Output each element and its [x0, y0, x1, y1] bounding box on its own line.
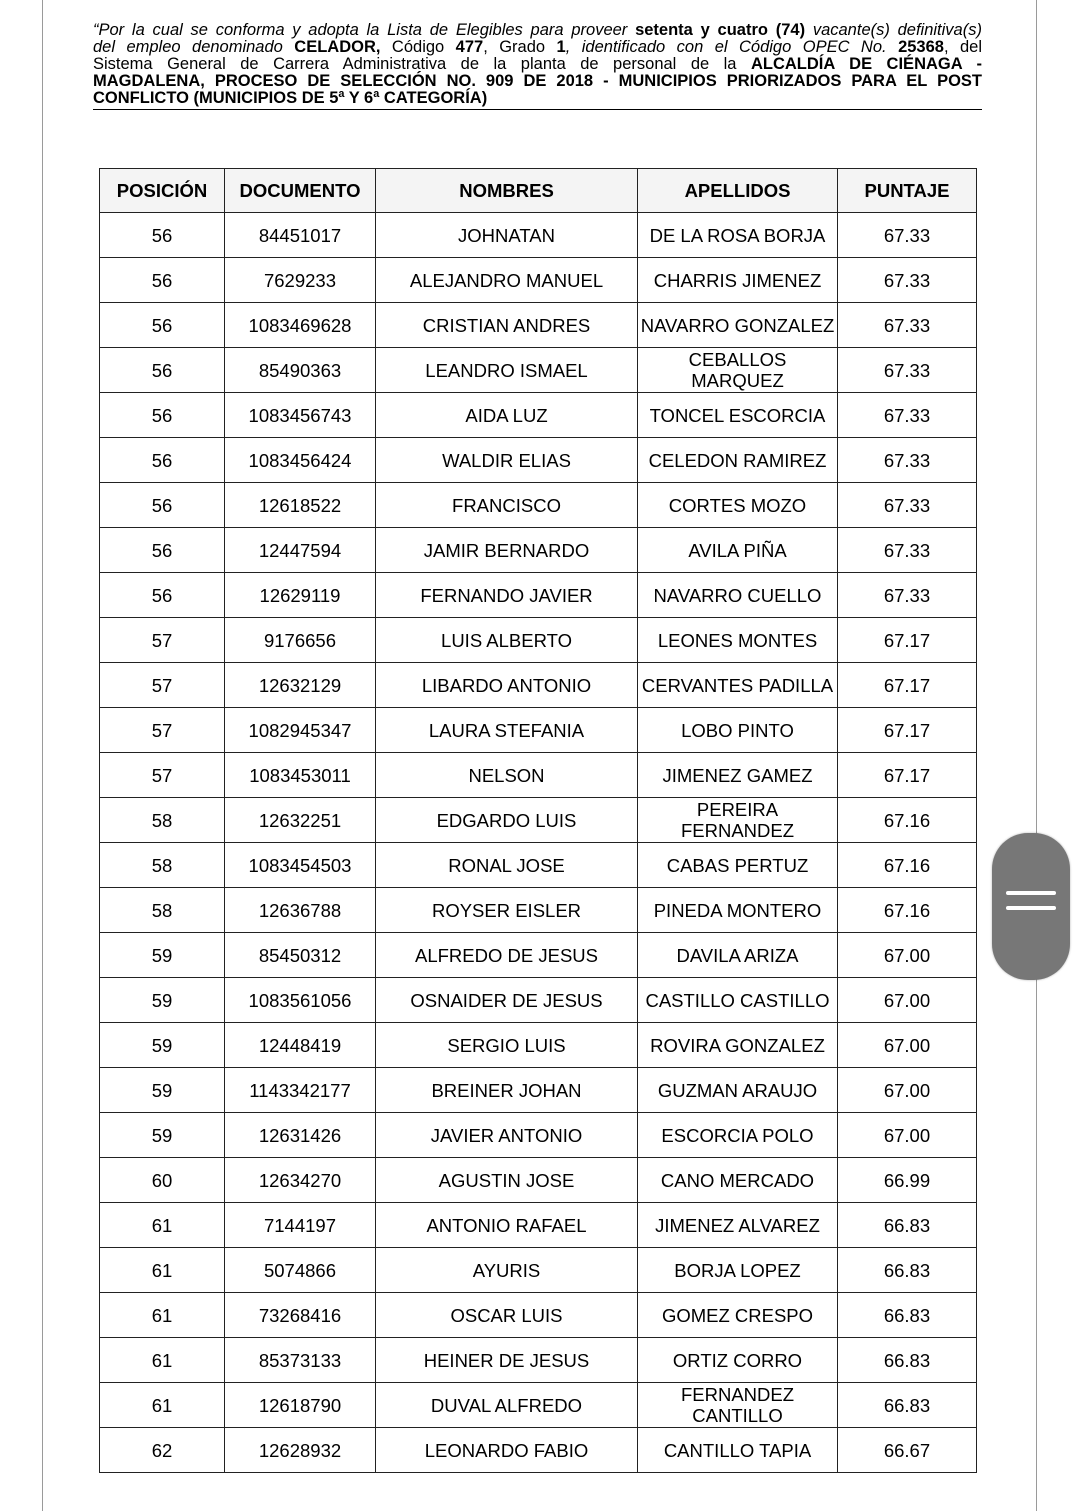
- cell-posicion: 59: [100, 1113, 225, 1158]
- cell-apellidos: PEREIRA FERNANDEZ: [638, 798, 838, 843]
- cell-documento: 1082945347: [225, 708, 376, 753]
- table-row: [100, 1113, 977, 1158]
- table-row: [100, 1428, 977, 1473]
- header-line-2: del empleo denominado CELADOR, Código 477, Grado 1, identificado con el Código OPEC No. 25368, del: [93, 38, 982, 56]
- cell-nombres: FRANCISCO: [376, 483, 638, 528]
- cell-nombres: JOHNATAN: [376, 213, 638, 258]
- cell-documento: 12629119: [225, 573, 376, 618]
- cell-puntaje: 67.00: [838, 1068, 977, 1113]
- table-row: [100, 708, 977, 753]
- cell-apellidos: GUZMAN ARAUJO: [638, 1068, 838, 1113]
- cell-documento: 7629233: [225, 258, 376, 303]
- cell-apellidos: LEONES MONTES: [638, 618, 838, 663]
- cell-documento: 85490363: [225, 348, 376, 393]
- cell-posicion: 58: [100, 888, 225, 933]
- resolution-header: [93, 22, 982, 110]
- cell-posicion: 56: [100, 393, 225, 438]
- cell-documento: 1083456743: [225, 393, 376, 438]
- table-row: [100, 1338, 977, 1383]
- cell-puntaje: 67.33: [838, 393, 977, 438]
- table-row: [100, 1248, 977, 1293]
- cell-puntaje: 66.83: [838, 1248, 977, 1293]
- cell-puntaje: 67.00: [838, 1023, 977, 1068]
- cell-apellidos: ESCORCIA POLO: [638, 1113, 838, 1158]
- cell-apellidos: CABAS PERTUZ: [638, 843, 838, 888]
- cell-apellidos: CANTILLO TAPIA: [638, 1428, 838, 1473]
- cell-posicion: 60: [100, 1158, 225, 1203]
- cell-nombres: HEINER DE JESUS: [376, 1338, 638, 1383]
- cell-apellidos: CASTILLO CASTILLO: [638, 978, 838, 1023]
- table-row: [100, 528, 977, 573]
- cell-nombres: ALFREDO DE JESUS: [376, 933, 638, 978]
- header-line-1: “Por la cual se conforma y adopta la Lista de Elegibles para proveer setenta y cuatro (74) vacante(s) definitiva(s): [93, 21, 982, 39]
- cell-nombres: EDGARDO LUIS: [376, 798, 638, 843]
- cell-documento: 12634270: [225, 1158, 376, 1203]
- cell-puntaje: 67.17: [838, 618, 977, 663]
- cell-nombres: AGUSTIN JOSE: [376, 1158, 638, 1203]
- cell-nombres: DUVAL ALFREDO: [376, 1383, 638, 1428]
- cell-posicion: 56: [100, 438, 225, 483]
- cell-nombres: FERNANDO JAVIER: [376, 573, 638, 618]
- cell-documento: 1083469628: [225, 303, 376, 348]
- cell-puntaje: 67.17: [838, 708, 977, 753]
- cell-posicion: 58: [100, 843, 225, 888]
- eligibles-table: [99, 168, 977, 1473]
- cell-apellidos: GOMEZ CRESPO: [638, 1293, 838, 1338]
- table-row: [100, 1293, 977, 1338]
- cell-documento: 1083453011: [225, 753, 376, 798]
- cell-documento: 12448419: [225, 1023, 376, 1068]
- cell-documento: 1143342177: [225, 1068, 376, 1113]
- cell-puntaje: 66.83: [838, 1203, 977, 1248]
- cell-posicion: 62: [100, 1428, 225, 1473]
- cell-documento: 1083454503: [225, 843, 376, 888]
- cell-puntaje: 66.99: [838, 1158, 977, 1203]
- table-header-row: [100, 169, 977, 213]
- cell-apellidos: DE LA ROSA BORJA: [638, 213, 838, 258]
- cell-posicion: 58: [100, 798, 225, 843]
- cell-apellidos: PINEDA MONTERO: [638, 888, 838, 933]
- cell-nombres: CRISTIAN ANDRES: [376, 303, 638, 348]
- cell-posicion: 59: [100, 1068, 225, 1113]
- cell-documento: 73268416: [225, 1293, 376, 1338]
- table-row: [100, 348, 977, 393]
- table-row: [100, 753, 977, 798]
- table-body: [100, 213, 977, 1473]
- cell-apellidos: FERNANDEZ CANTILLO: [638, 1383, 838, 1428]
- cell-apellidos: CERVANTES PADILLA: [638, 663, 838, 708]
- cell-posicion: 61: [100, 1383, 225, 1428]
- cell-nombres: WALDIR ELIAS: [376, 438, 638, 483]
- cell-posicion: 56: [100, 348, 225, 393]
- cell-puntaje: 67.33: [838, 483, 977, 528]
- cell-posicion: 61: [100, 1338, 225, 1383]
- cell-posicion: 56: [100, 528, 225, 573]
- col-header-nombres: NOMBRES: [376, 169, 638, 213]
- page-border-right: [1036, 0, 1037, 1511]
- cell-posicion: 61: [100, 1203, 225, 1248]
- cell-nombres: ROYSER EISLER: [376, 888, 638, 933]
- cell-nombres: JAMIR BERNARDO: [376, 528, 638, 573]
- cell-nombres: LEONARDO FABIO: [376, 1428, 638, 1473]
- cell-posicion: 61: [100, 1248, 225, 1293]
- cell-nombres: LUIS ALBERTO: [376, 618, 638, 663]
- table-row: [100, 393, 977, 438]
- cell-apellidos: JIMENEZ ALVAREZ: [638, 1203, 838, 1248]
- cell-apellidos: CELEDON RAMIREZ: [638, 438, 838, 483]
- table-row: [100, 1023, 977, 1068]
- cell-nombres: ALEJANDRO MANUEL: [376, 258, 638, 303]
- header-line-3: Sistema General de Carrera Administrativa de la planta de personal de la ALCALDÍA DE CIÉNAGA -: [93, 55, 983, 73]
- cell-puntaje: 67.16: [838, 798, 977, 843]
- cell-puntaje: 66.83: [838, 1383, 977, 1428]
- cell-documento: 12628932: [225, 1428, 376, 1473]
- cell-apellidos: NAVARRO GONZALEZ: [638, 303, 838, 348]
- cell-posicion: 57: [100, 663, 225, 708]
- cell-nombres: LAURA STEFANIA: [376, 708, 638, 753]
- cell-puntaje: 67.00: [838, 978, 977, 1023]
- table-row: [100, 978, 977, 1023]
- cell-documento: 7144197: [225, 1203, 376, 1248]
- table-row: [100, 573, 977, 618]
- cell-puntaje: 67.00: [838, 933, 977, 978]
- cell-documento: 1083561056: [225, 978, 376, 1023]
- table-row: [100, 213, 977, 258]
- cell-posicion: 56: [100, 258, 225, 303]
- header-line-5: CONFLICTO (MUNICIPIOS DE 5ª Y 6ª CATEGORÍA): [93, 89, 488, 107]
- table-row: [100, 258, 977, 303]
- cell-puntaje: 67.33: [838, 258, 977, 303]
- cell-posicion: 56: [100, 573, 225, 618]
- cell-nombres: LIBARDO ANTONIO: [376, 663, 638, 708]
- cell-posicion: 57: [100, 708, 225, 753]
- cell-puntaje: 66.83: [838, 1293, 977, 1338]
- col-header-documento: DOCUMENTO: [225, 169, 376, 213]
- cell-apellidos: ORTIZ CORRO: [638, 1338, 838, 1383]
- cell-documento: 12636788: [225, 888, 376, 933]
- cell-posicion: 56: [100, 483, 225, 528]
- cell-nombres: SERGIO LUIS: [376, 1023, 638, 1068]
- cell-apellidos: DAVILA ARIZA: [638, 933, 838, 978]
- cell-documento: 12447594: [225, 528, 376, 573]
- table-row: [100, 843, 977, 888]
- table-row: [100, 618, 977, 663]
- scroll-handle[interactable]: [992, 833, 1070, 980]
- cell-apellidos: TONCEL ESCORCIA: [638, 393, 838, 438]
- table-row: [100, 1203, 977, 1248]
- table-row: [100, 933, 977, 978]
- cell-puntaje: 67.16: [838, 843, 977, 888]
- cell-puntaje: 67.33: [838, 528, 977, 573]
- cell-puntaje: 67.33: [838, 348, 977, 393]
- cell-posicion: 57: [100, 618, 225, 663]
- cell-documento: 84451017: [225, 213, 376, 258]
- cell-apellidos: ROVIRA GONZALEZ: [638, 1023, 838, 1068]
- cell-puntaje: 66.67: [838, 1428, 977, 1473]
- cell-puntaje: 67.17: [838, 753, 977, 798]
- cell-documento: 12632251: [225, 798, 376, 843]
- cell-apellidos: CHARRIS JIMENEZ: [638, 258, 838, 303]
- cell-posicion: 56: [100, 213, 225, 258]
- table-row: [100, 888, 977, 933]
- col-header-puntaje: PUNTAJE: [838, 169, 977, 213]
- cell-nombres: AYURIS: [376, 1248, 638, 1293]
- cell-documento: 12631426: [225, 1113, 376, 1158]
- table-row: [100, 1383, 977, 1428]
- cell-nombres: OSCAR LUIS: [376, 1293, 638, 1338]
- cell-puntaje: 67.33: [838, 303, 977, 348]
- cell-documento: 85450312: [225, 933, 376, 978]
- cell-nombres: OSNAIDER DE JESUS: [376, 978, 638, 1023]
- table-row: [100, 798, 977, 843]
- table-row: [100, 303, 977, 348]
- cell-posicion: 57: [100, 753, 225, 798]
- cell-nombres: BREINER JOHAN: [376, 1068, 638, 1113]
- cell-apellidos: LOBO PINTO: [638, 708, 838, 753]
- cell-documento: 5074866: [225, 1248, 376, 1293]
- cell-documento: 85373133: [225, 1338, 376, 1383]
- cell-puntaje: 66.83: [838, 1338, 977, 1383]
- cell-apellidos: JIMENEZ GAMEZ: [638, 753, 838, 798]
- cell-documento: 1083456424: [225, 438, 376, 483]
- cell-posicion: 59: [100, 1023, 225, 1068]
- cell-nombres: RONAL JOSE: [376, 843, 638, 888]
- col-header-apellidos: APELLIDOS: [638, 169, 838, 213]
- cell-posicion: 61: [100, 1293, 225, 1338]
- cell-apellidos: NAVARRO CUELLO: [638, 573, 838, 618]
- cell-apellidos: CANO MERCADO: [638, 1158, 838, 1203]
- cell-puntaje: 67.33: [838, 573, 977, 618]
- cell-documento: 12632129: [225, 663, 376, 708]
- cell-puntaje: 67.00: [838, 1113, 977, 1158]
- cell-nombres: AIDA LUZ: [376, 393, 638, 438]
- table-row: [100, 663, 977, 708]
- cell-apellidos: CORTES MOZO: [638, 483, 838, 528]
- table-row: [100, 1068, 977, 1113]
- cell-posicion: 56: [100, 303, 225, 348]
- cell-apellidos: CEBALLOS MARQUEZ: [638, 348, 838, 393]
- cell-puntaje: 67.33: [838, 438, 977, 483]
- cell-apellidos: BORJA LOPEZ: [638, 1248, 838, 1293]
- cell-nombres: NELSON: [376, 753, 638, 798]
- cell-puntaje: 67.17: [838, 663, 977, 708]
- cell-documento: 12618790: [225, 1383, 376, 1428]
- cell-nombres: LEANDRO ISMAEL: [376, 348, 638, 393]
- cell-documento: 12618522: [225, 483, 376, 528]
- table-row: [100, 483, 977, 528]
- col-header-posicion: POSICIÓN: [100, 169, 225, 213]
- page-border-left: [42, 0, 43, 1511]
- cell-puntaje: 67.16: [838, 888, 977, 933]
- header-line-4: MAGDALENA, PROCESO DE SELECCIÓN NO. 909 DE 2018 - MUNICIPIOS PRIORIZADOS PARA EL POST: [93, 72, 982, 90]
- table-row: [100, 1158, 977, 1203]
- cell-posicion: 59: [100, 978, 225, 1023]
- cell-apellidos: AVILA PIÑA: [638, 528, 838, 573]
- cell-posicion: 59: [100, 933, 225, 978]
- cell-puntaje: 67.33: [838, 213, 977, 258]
- table-row: [100, 438, 977, 483]
- cell-nombres: ANTONIO RAFAEL: [376, 1203, 638, 1248]
- cell-documento: 9176656: [225, 618, 376, 663]
- cell-nombres: JAVIER ANTONIO: [376, 1113, 638, 1158]
